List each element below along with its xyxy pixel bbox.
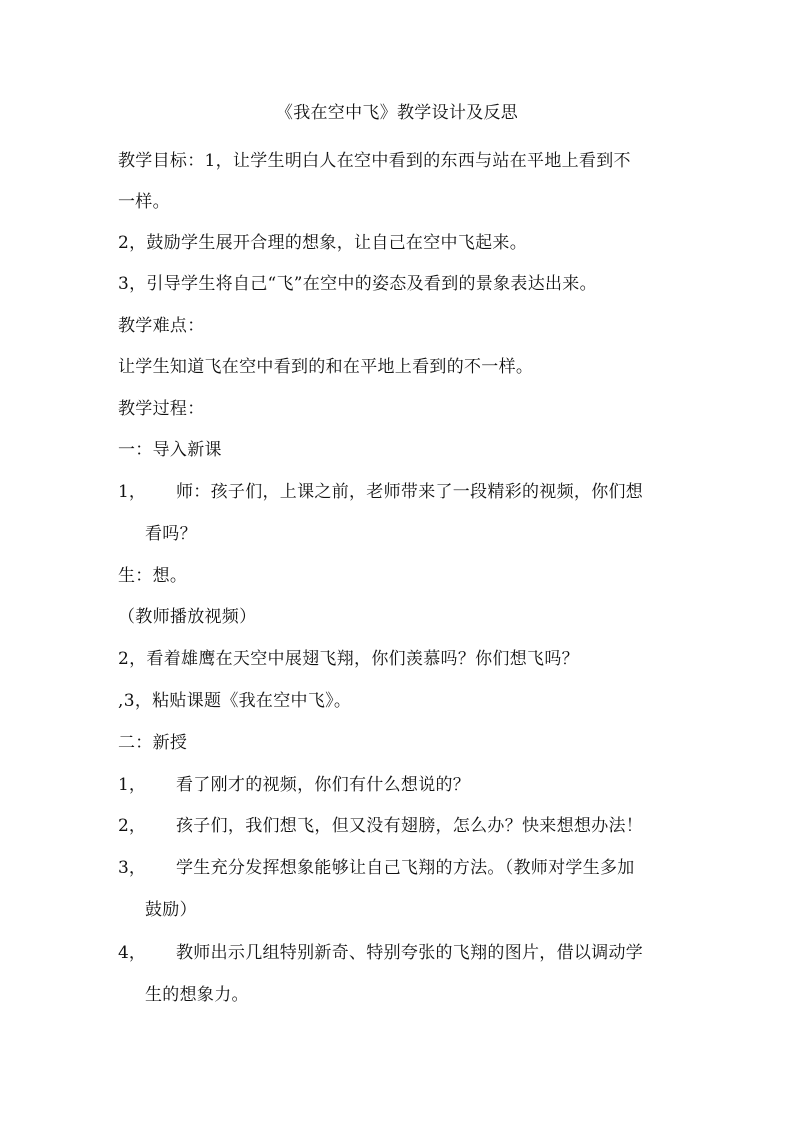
section-2-heading: 二：新授 <box>118 733 188 753</box>
section-1-item-3: ,3，粘贴课题《我在空中飞》。 <box>118 691 352 711</box>
document-title: 《我在空中飞》教学设计及反思 <box>275 103 519 123</box>
process-heading: 教学过程： <box>118 399 205 419</box>
section-2-item-3-number: 3， <box>118 858 146 878</box>
difficulty-text: 让学生知道飞在空中看到的和在平地上看到的不一样。 <box>118 357 534 377</box>
section-2-item-4-continued: 生的想象力。 <box>145 985 249 1005</box>
section-1-item-1-continued: 看吗？ <box>145 524 197 544</box>
section-2-item-4-text: 教师出示几组特别新奇、特别夸张的飞翔的图片，借以调动学 <box>176 943 644 963</box>
objectives-line-3: 3，引导学生将自己“飞”在空中的姿态及看到的景象表达出来。 <box>118 274 597 294</box>
teacher-note: （教师播放视频） <box>118 607 257 627</box>
section-1-item-1-number: 1， <box>118 482 146 502</box>
section-2-item-2-text: 孩子们，我们想飞，但又没有翅膀，怎么办？快来想想办法！ <box>176 816 644 836</box>
section-2-item-4-number: 4， <box>118 943 146 963</box>
section-1-item-2: 2，看着雄鹰在天空中展翅飞翔，你们羡慕吗？你们想飞吗？ <box>118 649 579 669</box>
section-2-item-2-number: 2， <box>118 816 146 836</box>
student-response: 生：想。 <box>118 566 188 586</box>
section-1-heading: 一：导入新课 <box>118 440 222 460</box>
objectives-line-2: 2，鼓励学生展开合理的想象，让自己在空中飞起来。 <box>118 233 528 253</box>
section-1-item-1-text: 师：孩子们，上课之前，老师带来了一段精彩的视频，你们想 <box>176 482 644 502</box>
objectives-line-1-continued: 一样。 <box>118 192 170 212</box>
difficulty-heading: 教学难点： <box>118 316 205 336</box>
section-2-item-3-text: 学生充分发挥想象能够让自己飞翔的方法。（教师对学生多加 <box>176 858 635 878</box>
section-2-item-1-number: 1， <box>118 775 146 795</box>
section-2-item-3-continued: 鼓励） <box>145 900 197 920</box>
section-2-item-1-text: 看了刚才的视频，你们有什么想说的？ <box>176 775 471 795</box>
objectives-line-1: 教学目标：1，让学生明白人在空中看到的东西与站在平地上看到不 <box>118 151 631 171</box>
